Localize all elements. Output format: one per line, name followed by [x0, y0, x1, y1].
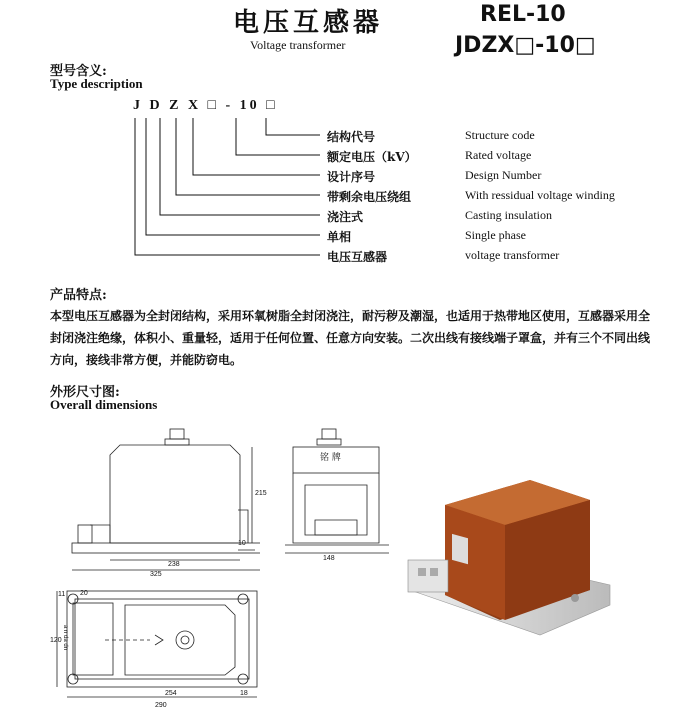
item-en-3: Design Number: [465, 168, 542, 182]
item-en-4: With ressidual voltage winding: [465, 188, 615, 202]
side-nameplate: 铭 牌: [320, 453, 341, 463]
product-photo: [400, 460, 630, 640]
top-dim-290: 290: [155, 702, 167, 709]
features-text: 本型电压互感器为全封闭结构，采用环氧树脂全封闭浇注，耐污秽及潮湿，也适用于热带地区使用，互感器采用全封闭浇注绝缘，体积小、重量轻，适用于任何位置、任意方向安装。二次出线有接线端子罩盒，并有三个不同出线方向，接线非常方便，并能防窃电。: [50, 309, 651, 367]
title-cn: 电压互感器: [233, 8, 384, 38]
top-dim-120: 120: [50, 637, 62, 644]
top-dim-20: 20: [80, 590, 88, 597]
side-view-drawing: [285, 425, 395, 575]
item-cn-5: 浇注式: [327, 210, 364, 224]
front-dim-215: 215: [255, 490, 267, 497]
item-cn-2: 额定电压（kV）: [327, 150, 417, 164]
item-cn-3: 设计序号: [327, 170, 376, 184]
type-heading-cn: 型号含义:: [50, 64, 107, 79]
top-dim-11: 11: [58, 591, 66, 598]
item-en-1: Structure code: [465, 128, 535, 142]
type-code: J D Z X □ - 10 □: [133, 98, 278, 113]
item-cn-1: 结构代号: [327, 130, 376, 144]
top-terminal-labels: a n da dn: [62, 625, 68, 651]
model-rel: REL-10: [480, 2, 566, 27]
item-cn-6: 单相: [327, 230, 352, 244]
front-dim-238: 238: [168, 561, 180, 568]
side-dim-148: 148: [323, 555, 335, 562]
item-en-7: voltage transformer: [465, 248, 560, 262]
item-en-6: Single phase: [465, 228, 526, 242]
top-view-drawing: [45, 585, 265, 710]
front-dim-10: 10: [238, 540, 246, 547]
front-view-drawing: [60, 425, 260, 585]
features-heading: 产品特点:: [50, 288, 107, 303]
item-cn-4: 带剩余电压绕组: [327, 190, 412, 204]
top-dim-254: 254: [165, 690, 177, 697]
item-en-2: Rated voltage: [465, 148, 532, 162]
model-jdzx: JDZX□-10□: [455, 33, 596, 58]
front-dim-325: 325: [150, 571, 162, 578]
dimensions-heading-en: Overall dimensions: [50, 397, 158, 412]
item-en-5: Casting insulation: [465, 208, 552, 222]
title-en: Voltage transformer: [250, 38, 346, 52]
item-cn-7: 电压互感器: [327, 250, 388, 264]
dimensions-heading-cn: 外形尺寸图:: [50, 385, 120, 400]
top-dim-18: 18: [240, 690, 248, 697]
type-heading-en: Type description: [50, 76, 143, 91]
